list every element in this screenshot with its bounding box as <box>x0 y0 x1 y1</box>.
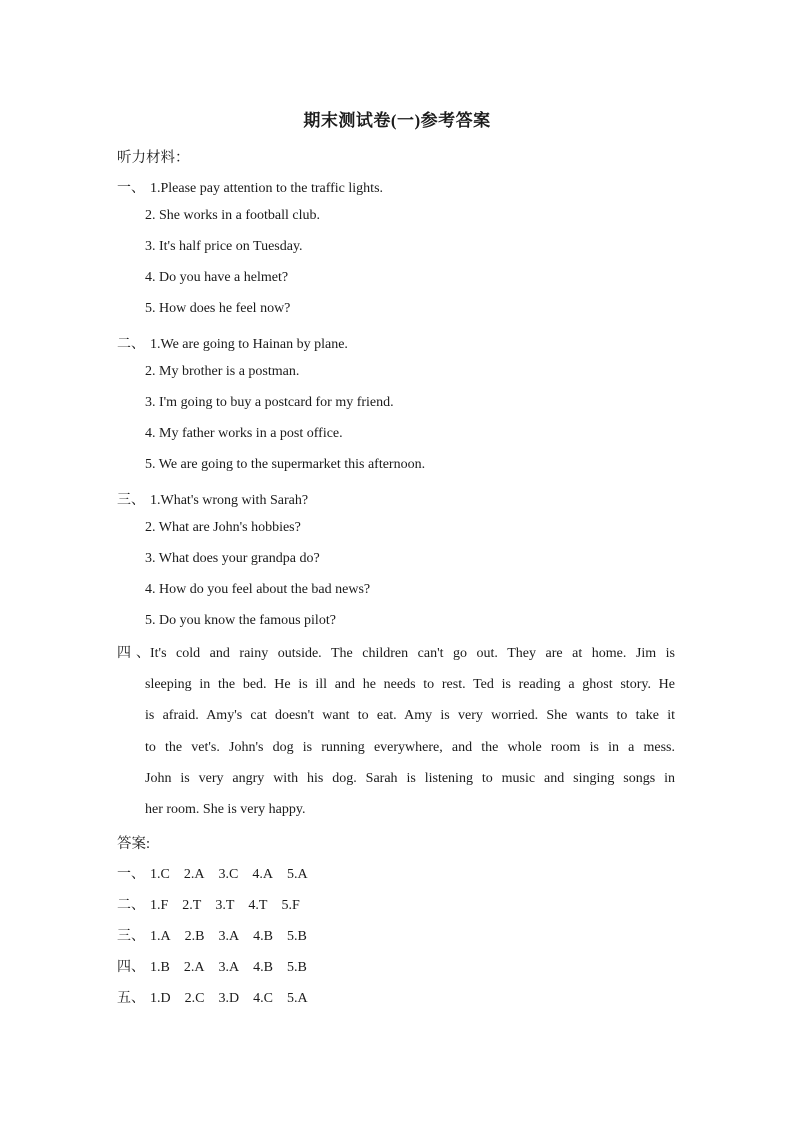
section-marker: 四、 <box>117 960 145 975</box>
section-marker: 二、 <box>117 337 145 352</box>
answer-item: 5.A <box>286 991 308 1006</box>
answer-row <box>117 894 314 914</box>
listening-item: 3. I'm going to buy a postcard for my friend. <box>145 395 394 410</box>
answer-item: 4.A <box>252 867 273 882</box>
section-marker: 二、 <box>117 898 145 913</box>
section-marker: 一、 <box>117 867 145 882</box>
section-line <box>117 177 383 197</box>
passage-line: 四、It's cold and rainy outside. The children can't go out. They are at home. Jim is <box>117 638 675 669</box>
passage-line: is afraid. Amy's cat doesn't want to eat. Amy is very worried. She wants to take it <box>145 708 675 724</box>
listening-item: 2. What are John's hobbies? <box>145 520 301 535</box>
passage <box>117 638 675 825</box>
answer-item: 3.C <box>218 867 239 882</box>
listening-item: 4. Do you have a helmet? <box>145 270 289 285</box>
answer-item: 2.C <box>184 991 205 1006</box>
listening-item: 3. What does your grandpa do? <box>145 551 320 566</box>
answer-item: 4.T <box>248 898 268 913</box>
section-marker: 一、 <box>117 181 145 196</box>
listening-item: 5. How does he feel now? <box>145 301 291 316</box>
listening-item: 2. My brother is a postman. <box>145 364 300 379</box>
page-title: 期末测试卷(一)参考答案 <box>303 111 491 130</box>
answer-item: 2.T <box>182 898 202 913</box>
answers-heading: 答案: <box>117 836 151 852</box>
section-marker: 三、 <box>117 493 145 508</box>
answer-item: 4.B <box>253 960 273 975</box>
answer-item: 1.D <box>150 991 171 1006</box>
listening-item: 5. Do you know the famous pilot? <box>145 613 336 628</box>
answer-item: 1.C <box>150 867 170 882</box>
listening-item: 3. It's half price on Tuesday. <box>145 239 303 254</box>
answer-item: 5.A <box>286 867 308 882</box>
answer-item: 2.B <box>184 929 205 944</box>
answer-item: 5.B <box>286 929 307 944</box>
section-line <box>117 489 308 509</box>
answer-item: 4.C <box>253 991 273 1006</box>
listening-item: 5. We are going to the supermarket this afternoon. <box>145 457 426 472</box>
answer-item: 3.A <box>218 929 240 944</box>
listening-item: 1.Please pay attention to the traffic lights. <box>150 181 384 196</box>
answer-item: 2.A <box>183 867 205 882</box>
answer-item: 1.B <box>150 960 170 975</box>
answer-item: 5.B <box>286 960 307 975</box>
section-marker: 五、 <box>117 991 145 1006</box>
passage-line: her room. She is very happy. <box>145 802 306 818</box>
passage-line: John is very angry with his dog. Sarah is listening to music and singing songs in <box>145 770 675 786</box>
answer-row <box>117 925 321 945</box>
listening-item: 1.What's wrong with Sarah? <box>150 493 309 508</box>
answer-item: 1.A <box>150 929 171 944</box>
answer-row <box>117 987 322 1007</box>
answer-item: 3.D <box>218 991 240 1006</box>
answer-item: 5.F <box>281 898 300 913</box>
listening-heading: 听力材料： <box>117 150 190 166</box>
answer-item: 2.A <box>183 960 205 975</box>
passage-line: to the vet's. John's dog is running everywhere, and the whole room is in a mess. <box>145 739 675 755</box>
answer-row <box>117 956 321 976</box>
answer-row <box>117 863 322 883</box>
answer-item: 3.T <box>215 898 235 913</box>
listening-item: 2. She works in a football club. <box>145 208 320 223</box>
answer-item: 1.F <box>150 898 169 913</box>
listening-item: 4. How do you feel about the bad news? <box>145 582 371 597</box>
passage-line: sleeping in the bed. He is ill and he needs to rest. Ted is reading a ghost story. He <box>145 677 675 693</box>
listening-item: 1.We are going to Hainan by plane. <box>150 337 348 352</box>
answer-item: 3.A <box>218 960 240 975</box>
section-line <box>117 333 348 353</box>
answer-item: 4.B <box>253 929 273 944</box>
section-marker: 四、 <box>117 646 150 661</box>
listening-item: 4. My father works in a post office. <box>145 426 343 441</box>
section-marker: 三、 <box>117 929 145 944</box>
